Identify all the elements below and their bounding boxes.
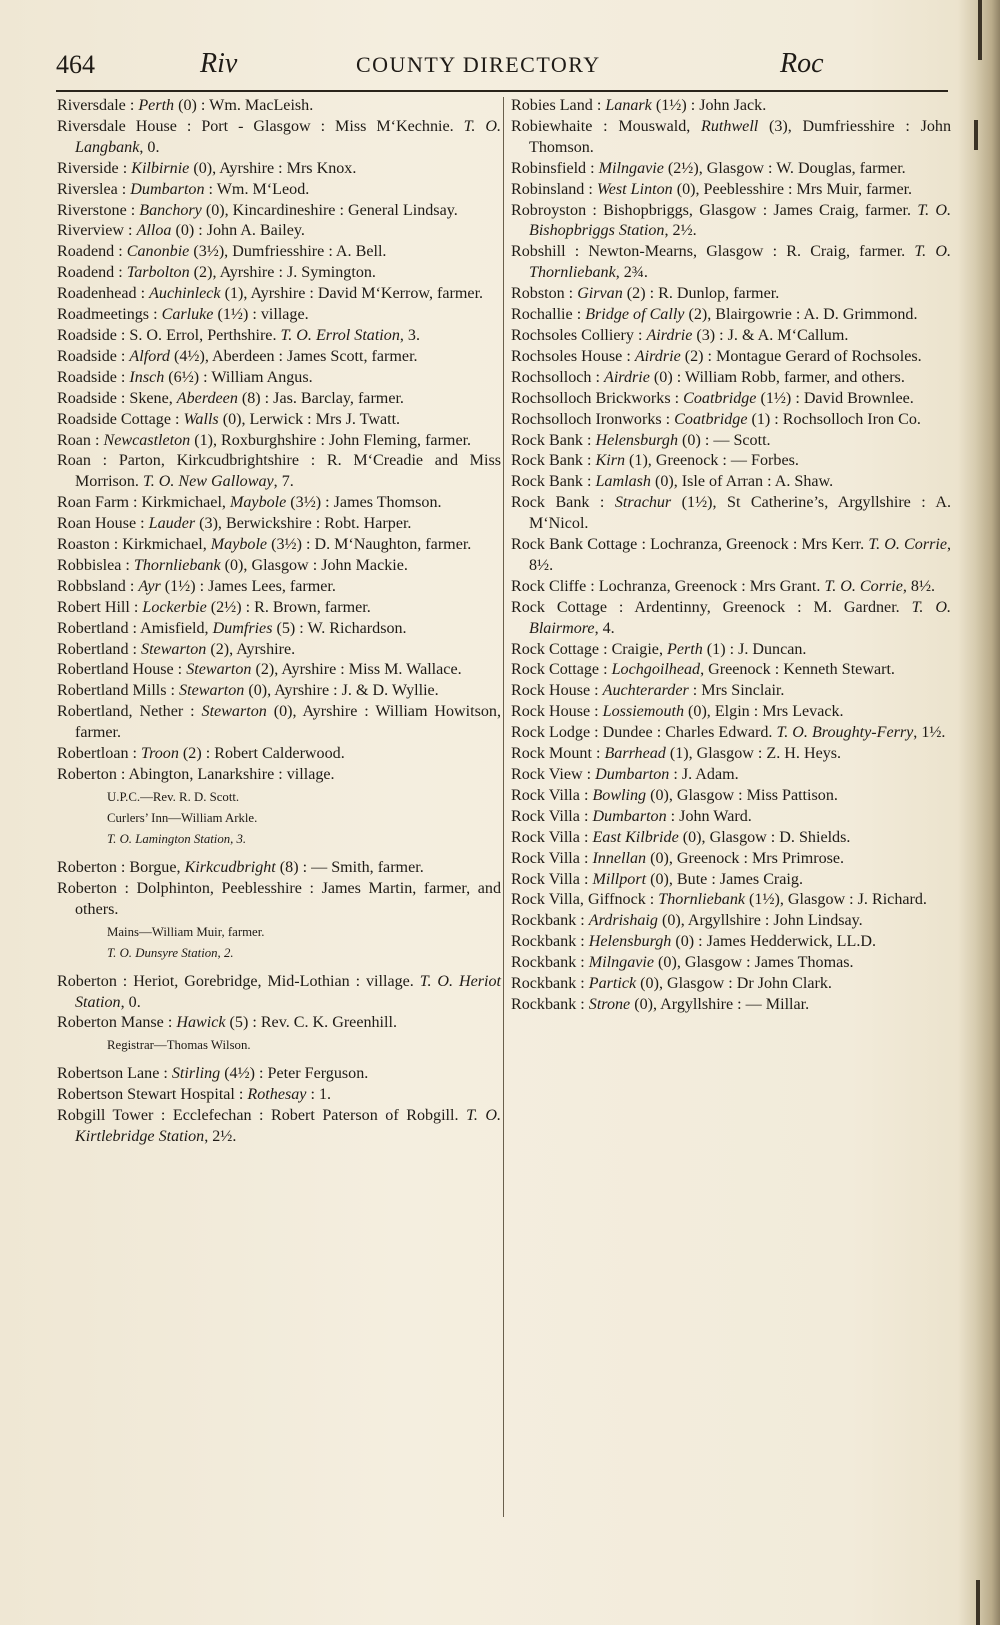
page-header: [56, 48, 836, 88]
directory-entry: Robinsfield : Milngavie (2½), Glasgow : W. Douglas, farmer.: [511, 159, 906, 177]
directory-entry: Rock Bank : Helensburgh (0) : — Scott.: [511, 431, 771, 449]
directory-entry: Rock Bank : Kirn (1), Greenock : — Forbes.: [511, 452, 799, 470]
directory-entry: Rock Cottage : Lochgoilhead, Greenock : Kenneth Stewart.: [511, 661, 895, 679]
directory-entry: Rockbank : Helensburgh (0) : James Hedderwick, LL.D.: [511, 933, 877, 951]
directory-entry: Rockbank : Milngavie (0), Glasgow : James Thomas.: [511, 954, 854, 972]
directory-entry: Robertson Stewart Hospital : Rothesay : 1.: [57, 1086, 332, 1104]
left-guide-word: Riv: [200, 48, 238, 79]
directory-entry: Roberton : Dolphinton, Peeblesshire : James Martin, farmer, and others.: [57, 879, 501, 918]
directory-entry: Rochsolloch Brickworks : Coatbridge (1½) : David Brownlee.: [511, 389, 914, 407]
directory-entry: Rochallie : Bridge of Cally (2), Blairgowrie : A. D. Grimmond.: [511, 306, 918, 324]
directory-entry: Robshill : Newton-Mearns, Glasgow : R. Craig, farmer. T. O. Thornliebank, 2¾.: [511, 243, 951, 282]
directory-entry: Rochsoles House : Airdrie (2) : Montague Gerard of Rochsoles.: [511, 347, 922, 365]
directory-entry: Rochsolloch Ironworks : Coatbridge (1) : Rochsolloch Iron Co.: [511, 410, 921, 428]
right-column: [511, 96, 951, 1016]
directory-entry: Rock Mount : Barrhead (1), Glasgow : Z. H. Heys.: [511, 745, 842, 763]
directory-entry: Robertloan : Troon (2) : Robert Calderwood.: [57, 745, 345, 763]
header-rule: [56, 90, 948, 92]
directory-entry: Rock Villa : Dumbarton : John Ward.: [511, 807, 752, 825]
directory-entry: Rock Lodge : Dundee : Charles Edward. T. O. Broughty-Ferry, 1½.: [511, 724, 946, 742]
directory-entry: Rockbank : Strone (0), Argyllshire : — Millar.: [511, 995, 810, 1013]
directory-entry: Roadside : Skene, Aberdeen (8) : Jas. Barclay, farmer.: [57, 389, 404, 407]
directory-entry: Robertland House : Stewarton (2), Ayrshire : Miss M. Wallace.: [57, 661, 462, 679]
directory-entry: Rock Villa : East Kilbride (0), Glasgow : D. Shields.: [511, 828, 851, 846]
directory-entry: Rochsoles Colliery : Airdrie (3) : J. & A. M‘Callum.: [511, 326, 849, 344]
directory-entry: Riverslea : Dumbarton : Wm. M‘Leod.: [57, 180, 310, 198]
directory-subentry: U.P.C.—Rev. R. D. Scott.: [107, 789, 240, 804]
directory-entry: Robertland, Nether : Stewarton (0), Ayrshire : William Howitson, farmer.: [57, 703, 501, 742]
edge-mark: [974, 120, 978, 150]
directory-entry: Rock Villa, Giffnock : Thornliebank (1½), Glasgow : J. Richard.: [511, 891, 927, 909]
directory-entry: Roberton : Borgue, Kirkcudbright (8) : — Smith, farmer.: [57, 858, 424, 876]
running-title: COUNTY DIRECTORY: [356, 52, 601, 77]
directory-entry: Robertland : Amisfield, Dumfries (5) : W. Richardson.: [57, 619, 407, 637]
directory-entry: Robertson Lane : Stirling (4½) : Peter Ferguson.: [57, 1065, 369, 1083]
directory-entry: Rock Cliffe : Lochranza, Greenock : Mrs Grant. T. O. Corrie, 8½.: [511, 577, 936, 595]
directory-entry: Rock Cottage : Ardentinny, Greenock : M. Gardner. T. O. Blairmore, 4.: [511, 598, 952, 637]
directory-entry: Roadend : Tarbolton (2), Ayrshire : J. Symington.: [57, 264, 376, 282]
right-guide-word: Roc: [780, 48, 824, 79]
directory-entry: Riverside : Kilbirnie (0), Ayrshire : Mrs Knox.: [57, 159, 357, 177]
directory-entry: Rock Villa : Bowling (0), Glasgow : Miss Pattison.: [511, 786, 838, 804]
directory-entry: Rock House : Auchterarder : Mrs Sinclair.: [511, 682, 785, 700]
directory-entry: Rock Cottage : Craigie, Perth (1) : J. Duncan.: [511, 640, 807, 658]
directory-entry: Rochsolloch : Airdrie (0) : William Robb, farmer, and others.: [511, 368, 905, 386]
directory-entry: Rockbank : Ardrishaig (0), Argyllshire : John Lindsay.: [511, 912, 863, 930]
directory-entry: Robiewhaite : Mouswald, Ruthwell (3), Dumfriesshire : John Thomson.: [511, 117, 952, 156]
directory-entry: Riverstone : Banchory (0), Kincardineshire : General Lindsay.: [57, 201, 458, 219]
directory-entry: Robert Hill : Lockerbie (2½) : R. Brown, farmer.: [57, 598, 371, 616]
directory-entry: Rock Villa : Innellan (0), Greenock : Mrs Primrose.: [511, 849, 845, 867]
directory-entry: Rock View : Dumbarton : J. Adam.: [511, 766, 739, 783]
directory-subentry: Mains—William Muir, farmer.: [107, 924, 265, 939]
directory-entry: Roan : Parton, Kirkcudbrightshire : R. M‘Creadie and Miss Morrison. T. O. New Galloway, 7.: [57, 452, 501, 491]
left-column: [57, 96, 501, 1148]
edge-mark: [978, 0, 982, 60]
directory-entry: Roberton : Abington, Lanarkshire : village.: [57, 766, 335, 783]
directory-entry: Riversdale House : Port - Glasgow : Miss M‘Kechnie. T. O. Langbank, 0.: [57, 117, 501, 156]
directory-entry: Robgill Tower : Ecclefechan : Robert Paterson of Robgill. T. O. Kirtlebridge Station, 2½.: [57, 1107, 502, 1146]
directory-entry: Roan Farm : Kirkmichael, Maybole (3½) : James Thomson.: [57, 494, 442, 512]
directory-entry: Roadend : Canonbie (3½), Dumfriesshire : A. Bell.: [57, 243, 387, 261]
directory-entry: Rock Bank : Lamlash (0), Isle of Arran : A. Shaw.: [511, 473, 834, 491]
directory-entry: Rock Bank Cottage : Lochranza, Greenock : Mrs Kerr. T. O. Corrie, 8½.: [511, 536, 951, 574]
directory-entry: Roadside : Insch (6½) : William Angus.: [57, 368, 313, 386]
directory-entry: Robies Land : Lanark (1½) : John Jack.: [511, 97, 767, 114]
directory-entry: Riverview : Alloa (0) : John A. Bailey.: [57, 222, 305, 240]
directory-entry: Rock Villa : Millport (0), Bute : James Craig.: [511, 870, 803, 888]
directory-subentry: Registrar—Thomas Wilson.: [107, 1038, 251, 1053]
directory-entry: Robroyston : Bishopbriggs, Glasgow : James Craig, farmer. T. O. Bishopbriggs Station, 2½.: [511, 201, 951, 240]
directory-entry: Robertland : Stewarton (2), Ayrshire.: [57, 640, 296, 658]
directory-subentry: T. O. Dunsyre Station, 2.: [107, 945, 234, 960]
directory-entry: Robston : Girvan (2) : R. Dunlop, farmer.: [511, 285, 780, 303]
directory-entry: Roadside : S. O. Errol, Perthshire. T. O. Errol Station, 3.: [57, 326, 420, 344]
directory-subentry: T. O. Lamington Station, 3.: [107, 831, 247, 846]
directory-entry: Roan House : Lauder (3), Berwickshire : Robt. Harper.: [57, 515, 412, 533]
page-edge: [958, 0, 1000, 1625]
directory-entry: Robertland Mills : Stewarton (0), Ayrshire : J. & D. Wyllie.: [57, 682, 439, 700]
directory-entry: Roadside Cottage : Walls (0), Lerwick : Mrs J. Twatt.: [57, 410, 401, 428]
directory-entry: Roadenhead : Auchinleck (1), Ayrshire : David M‘Kerrow, farmer.: [57, 285, 484, 303]
directory-entry: Roberton : Heriot, Gorebridge, Mid-Lothian : village. T. O. Heriot Station, 0.: [57, 972, 501, 1011]
directory-entry: Riversdale : Perth (0) : Wm. MacLeish.: [57, 97, 314, 114]
directory-entry: Robbislea : Thornliebank (0), Glasgow : John Mackie.: [57, 556, 408, 574]
page-number: 464: [56, 50, 95, 79]
directory-entry: Roberton Manse : Hawick (5) : Rev. C. K. Greenhill.: [57, 1014, 397, 1032]
directory-entry: Roadside : Alford (4½), Aberdeen : James Scott, farmer.: [57, 347, 418, 365]
directory-entry: Roadmeetings : Carluke (1½) : village.: [57, 306, 309, 324]
directory-subentry: Curlers’ Inn—William Arkle.: [107, 810, 258, 825]
directory-entry: Rock Bank : Strachur (1½), St Catherine’s, Argyllshire : A. M‘Nicol.: [511, 494, 952, 533]
directory-entry: Rock House : Lossiemouth (0), Elgin : Mrs Levack.: [511, 703, 844, 721]
directory-entry: Robinsland : West Linton (0), Peeblesshire : Mrs Muir, farmer.: [511, 180, 913, 198]
directory-entry: Roaston : Kirkmichael, Maybole (3½) : D. M‘Naughton, farmer.: [57, 536, 472, 554]
directory-entry: Rockbank : Partick (0), Glasgow : Dr John Clark.: [511, 975, 832, 993]
edge-mark: [976, 1580, 980, 1625]
column-divider: [503, 97, 504, 1517]
directory-entry: Robbsland : Ayr (1½) : James Lees, farmer.: [57, 577, 336, 595]
directory-entry: Roan : Newcastleton (1), Roxburghshire : John Fleming, farmer.: [57, 431, 472, 449]
